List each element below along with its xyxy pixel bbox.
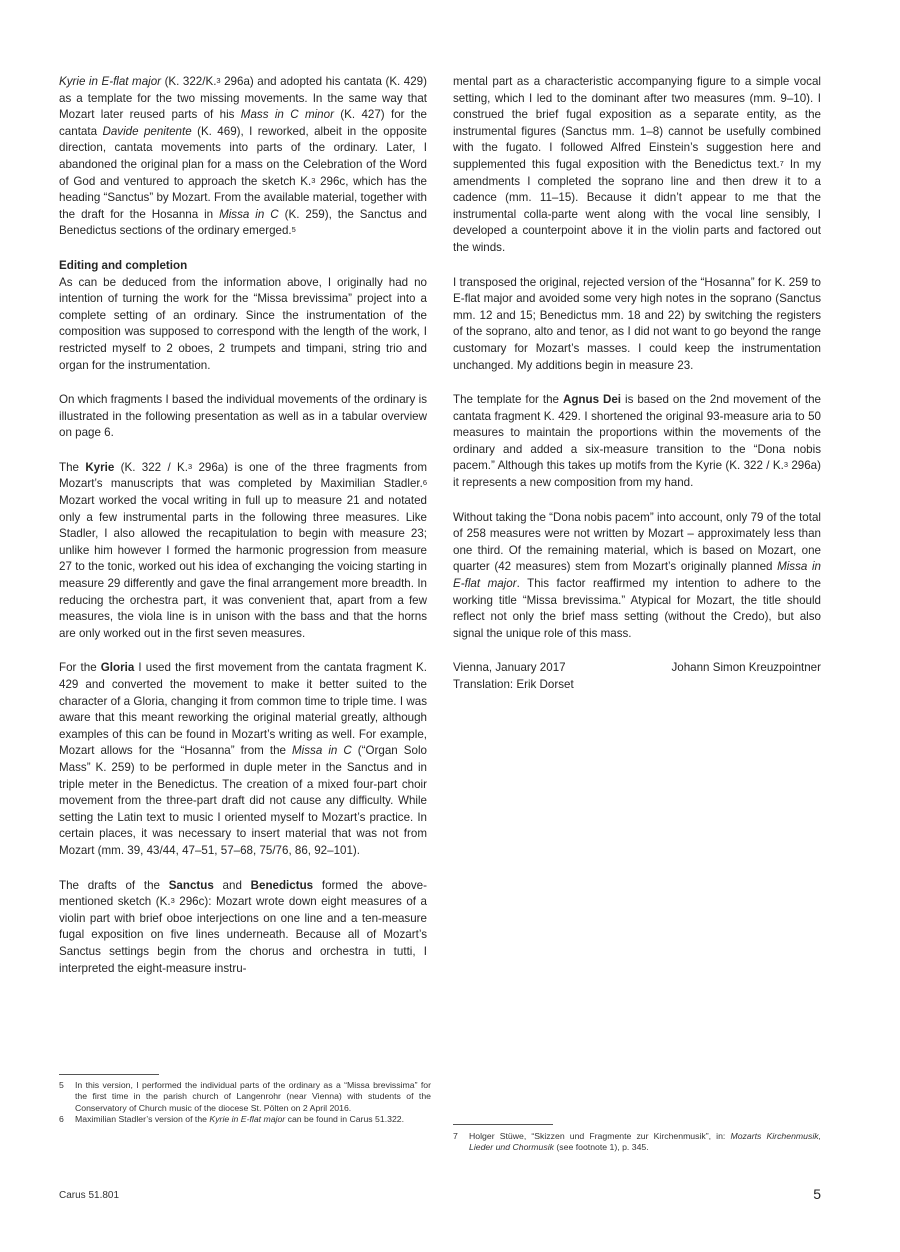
footnote-divider	[453, 1124, 553, 1125]
page-number: 5	[813, 1186, 821, 1202]
paragraph: mental part as a characteristic accompanying figure to a simple vocal setting, which I led to the dominant after two measures (mm. 9–10). I construed the brief fugal exposition as a separate entity, as the instrumental figures (Sanctus mm. 1–8) cannot be usefully combined with the fugato. I followed Alfred Einstein’s suggestion here and supplemented this fugal exposition with the Benedictus text.$^7$ In my amendments I completed the soprano line and then drew it to a cadence (mm. 11–15). Because it didn’t appear to me that the instrumental colla-parte went along with the vocal line sensibly, I developed a counterpoint above it in the violin parts and factored out the winds.	[453, 75, 821, 254]
catalog-number: Carus 51.801	[59, 1190, 120, 1201]
footnote: 6 Maximilian Stadler’s version of the Kyrie in E-flat major can be found in Carus 51.322.	[59, 1114, 405, 1125]
footnote: 7 Holger Stüwe, “Skizzen und Fragmente zur Kirchenmusik”, in: Mozarts Kirchenmusik, Lieder und Chormusik (see footnote 1), p. 345.	[453, 1131, 822, 1153]
footnotes-right	[453, 1131, 821, 1154]
signature-line	[453, 660, 821, 677]
footnote-ref: 7	[779, 158, 784, 168]
paragraph: I transposed the original, rejected version of the “Hosanna” for K. 259 to E-flat major and avoided some very high notes in the soprano (Sanctus mm. 12 and 15; Benedictus mm. 18 and 22) by switching the registers of the soprano, alto and tenor, as I did not want to go beyond the range customary for Mozart’s masses. I could keep the instrumentation unchanged. My additions begin in measure 23.	[453, 275, 821, 372]
paragraph: As can be deduced from the information above, I originally had no intention of turning the work for the “Missa brevissima” project into a complete setting of an ordinary. Since the instrumentation of the composition was supposed to correspond with the length of the work, I restricted myself to 2 oboes, 2 trumpets and timpani, string trio and organ for the instrumentation.	[59, 275, 427, 372]
footnote-divider	[59, 1074, 159, 1075]
paragraph: Without taking the “Dona nobis pacem” into account, only 79 of the total of 258 measures were not written by Mozart – approximately less than one third. Of the remaining material, which is based on Mozart, one quarter (42 measures) stem from Mozart’s originally planned Missa in E-flat major. This factor reaffirmed my intention to adhere to the working title “Missa brevissima.” Atypical for Mozart, the title should reflect not only the brief mass setting (without the Credo), but also signal the unique role of this mass.	[453, 510, 821, 640]
section-heading: Editing and completion	[59, 258, 188, 272]
footnotes-left	[59, 1080, 431, 1126]
paragraph: The template for the Agnus Dei is based on the 2nd movement of the cantata fragment K. 429. I shortened the original 93-measure aria to 50 measures to maintain the proportions within the movements of the ordinary and added a six-measure transition to the “Dona nobis pacem.” Although this takes up motifs from the Kyrie (K. 322 / K.$^3$ 296a) it represents a new composition from my hand.	[453, 393, 821, 490]
paragraph: On which fragments I based the individual movements of the ordinary is illustrated in the following presentation as well as in a tabular overview on page 6.	[59, 393, 427, 440]
left-column	[59, 74, 427, 977]
footnote-ref: 6	[422, 478, 427, 488]
author-name: Johann Simon Kreuzpointner	[671, 661, 821, 675]
footnote: 5 In this version, I performed the individual parts of the ordinary as a “Missa brevissima” for the first time in the parish church of Langenrohr (near Vienna) with students of the Conservatory of Church music of the diocese St. Pölten on 2 April 2016.	[59, 1080, 431, 1113]
footnote-ref: 5	[291, 225, 296, 235]
paragraph: Kyrie in E-flat major (K. 322/K.$^3$ 296a) and adopted his cantata (K. 429) as a template for the two missing movements. In the same way that Mozart later reused parts of his Mass in C minor (K. 427) for the cantata Davide penitente (K. 469), I reworked, albeit in the opposite direction, cantata movements into parts of the ordinary. Later, I abandoned the original plan for a mass on the Celebration of the Word of God and ventured to approach the sketch K.$^3$ 296c, which has the heading “Sanctus” by Mozart. From the available material, together with the draft for the Hosanna in Missa in C (K. 259), the Sanctus and Benedictus sections of the ordinary emerged.$^5$	[59, 75, 428, 238]
translator-credit: Translation: Erik Dorset	[453, 678, 574, 691]
place-date: Vienna, January 2017	[453, 661, 566, 675]
paragraph: The drafts of the Sanctus and Benedictus formed the above-mentioned sketch (K.$^3$ 296c): Mozart wrote down eight measures of a violin part with brief oboe interjections on one line and a ten-measure fugal exposition on five lines underneath. Because all of Mozart’s Sanctus settings begin from the chorus and orchestra in tutti, I interpreted the eight-measure instru-	[59, 878, 427, 975]
paragraph: For the Gloria I used the first movement from the cantata fragment K. 429 and converted the movement to make it better suited to the character of a Gloria, changing it from common time to triple time. I was aware that this meant reworking the original material greatly, although examples of this can be found in Mozart’s writing as well. For example, Mozart allows for the “Hosanna” from the Missa in C (“Organ Solo Mass” K. 259) to be performed in duple meter in the Sanctus and in triple meter in the Benedictus. The creation of a mixed four-part choir movement from the three-part draft did not cause any difficulty. While setting the Latin text to music I oriented myself to Mozart’s practice. In certain places, it was necessary to insert material that was not from Mozart (mm. 39, 43/44, 47–51, 57–68, 75/76, 86, 92–101).	[59, 661, 427, 857]
paragraph: The Kyrie (K. 322 / K.$^3$ 296a) is one of the three fragments from Mozart’s manuscripts that was completed by Maximilian Stadler.$^6$ Mozart worked the vocal writing in full up to measure 21 and notated only a few instrumental parts in the following three measures. Like Stadler, I also allowed the recapitulation to begin with measure 23; unlike him however I formed the harmonic progression from measure 27 to the tonic, worked out his idea of exchanging the voicing starting in measure 29 differently and gave the final arrangement more breadth. In reducing the orchestra part, it was convenient that, apart from a few measures, the viola line is in unison with the bass and that the horns are only worked out in the first seven measures.	[59, 460, 428, 640]
right-column	[453, 74, 821, 694]
